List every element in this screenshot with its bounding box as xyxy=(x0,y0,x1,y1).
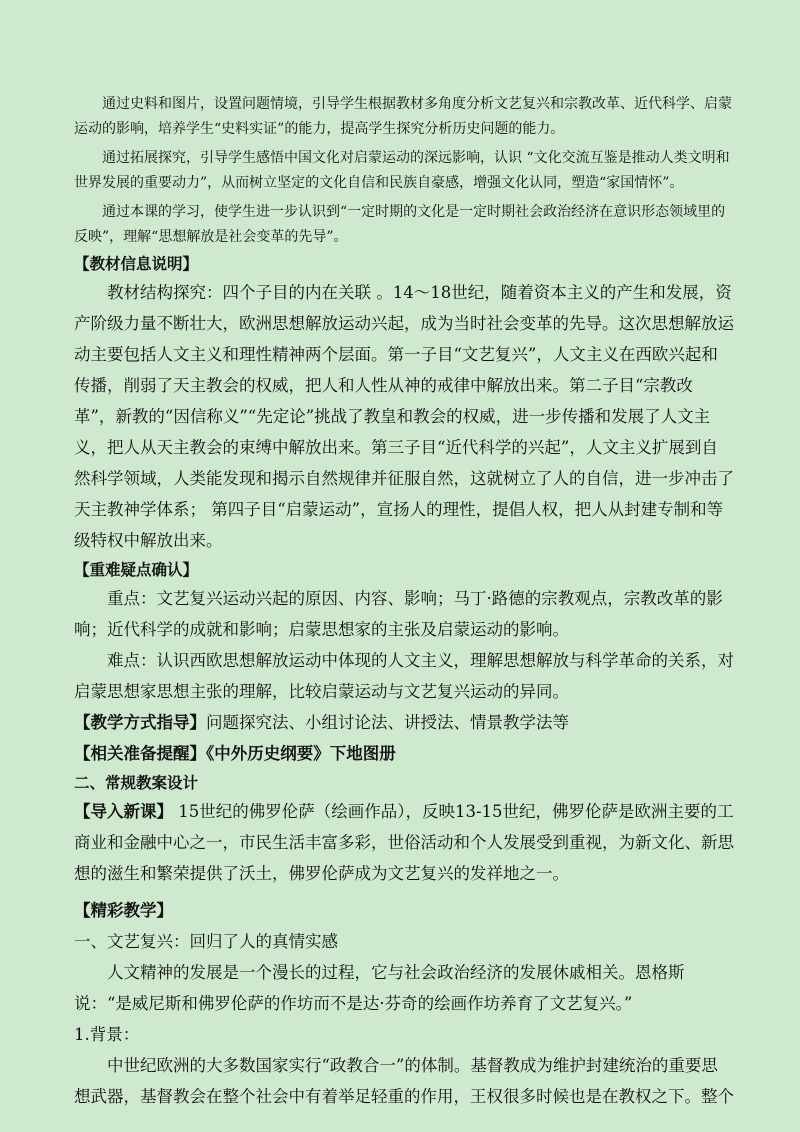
key-points-heading: 【重难疑点确认】 xyxy=(74,560,199,579)
background-paragraph: 中世纪欧洲的大多数国家实行“政教合一”的体制。基督教成为维护封建统治的重要思想武器，基督教会在整个社会中有着举足轻重的作用，王权很多时候也是在教权之下。整个 xyxy=(74,1056,734,1106)
preparation-line: 【相关准备提醒】《中外历史纲要》下地图册 xyxy=(74,744,396,763)
teaching-heading: 【精彩教学】 xyxy=(74,901,173,920)
part-one-title: 一、文艺复兴：回归了人的真情实感 xyxy=(74,932,338,951)
section-two-heading: 二、常规教案设计 xyxy=(74,773,199,792)
part-one-paragraph: 人文精神的发展是一个漫长的过程，它与社会政治经济的发展休戚相关。恩格斯说：“是威尼斯和佛罗伦萨的作坊而不是达·芬奇的绘画作坊养育了文艺复兴。” xyxy=(74,963,685,1013)
teaching-method-text: 问题探究法、小组讨论法、讲授法、情景教学法等 xyxy=(206,713,569,732)
intro-text: 15世纪的佛罗伦萨（绘画作品），反映13-15世纪，佛罗伦萨是欧洲主要的工商业和金融中心之一，市民生活丰富多彩，世俗活动和个人发展受到重视，为新文化、新思想的滋生和繁荣提供了沃土，佛罗伦萨成为文艺复兴的发祥地之一。 xyxy=(74,802,734,883)
objective-paragraph-3: 通过本课的学习，使学生进一步认识到“一定时期的文化是一定时期社会政治经济在意识形态领域里的反映”，理解“思想解放是社会变革的先导”。 xyxy=(74,204,726,245)
teaching-method-heading: 【教学方式指导】 xyxy=(74,713,206,732)
textbook-info-heading: 【教材信息说明】 xyxy=(74,254,199,273)
difficult-points-paragraph: 难点：认识西欧思想解放运动中体现的人文主义，理解思想解放与科学革命的关系，对启蒙思想家思想主张的理解，比较启蒙运动与文艺复兴运动的异同。 xyxy=(74,651,734,701)
background-label: 1.背景： xyxy=(74,1025,140,1044)
objective-paragraph-2: 通过拓展探究，引导学生感悟中国文化对启蒙运动的深远影响，认识 “文化交流互鉴是推动人类文明和世界发展的重要动力”，从而树立坚定的文化自信和民族自豪感，增强文化认同，塑造“家国情怀”。 xyxy=(74,150,730,191)
objective-paragraph-1: 通过史料和图片，设置问题情境，引导学生根据教材多角度分析文艺复兴和宗教改革、近代科学、启蒙运动的影响，培养学生“史料实证”的能力，提高学生探究分析历史问题的能力。 xyxy=(74,96,732,137)
teaching-method-line xyxy=(74,707,734,738)
intro-heading: 【导入新课】 xyxy=(74,802,173,821)
key-points-paragraph: 重点：文艺复兴运动兴起的原因、内容、影响；马丁·路德的宗教观点，宗教改革的影响；近代科学的成就和影响；启蒙思想家的主张及启蒙运动的影响。 xyxy=(74,589,723,639)
intro-paragraph xyxy=(74,796,734,889)
textbook-info-paragraph: 教材结构探究：四个子目的内在关联 。14～18世纪，随着资本主义的产生和发展，资产阶级力量不断壮大，欧洲思想解放运动兴起，成为当时社会变革的先导。这次思想解放运动主要包括人文主义和理性精神两个层面。第一子目“文艺复兴”，人文主义在西欧兴起和传播，削弱了天主教会的权威，把人和人性从神的戒律中解放出来。第二子目“宗教改革”，新教的“因信称义”“先定论”挑战了教皇和教会的权威，进一步传播和发展了人文主义，把人从天主教会的束缚中解放出来。第三子目“近代科学的兴起”，人文主义扩展到自然科学领域，人类能发现和揭示自然规律并征服自然，这就树立了人的自信，进一步冲击了天主教神学体系； 第四子目“启蒙运动”，宣扬人的理性，提倡人权，把人从封建专制和等级特权中解放出来。 xyxy=(74,283,734,550)
document-content xyxy=(74,92,734,1112)
